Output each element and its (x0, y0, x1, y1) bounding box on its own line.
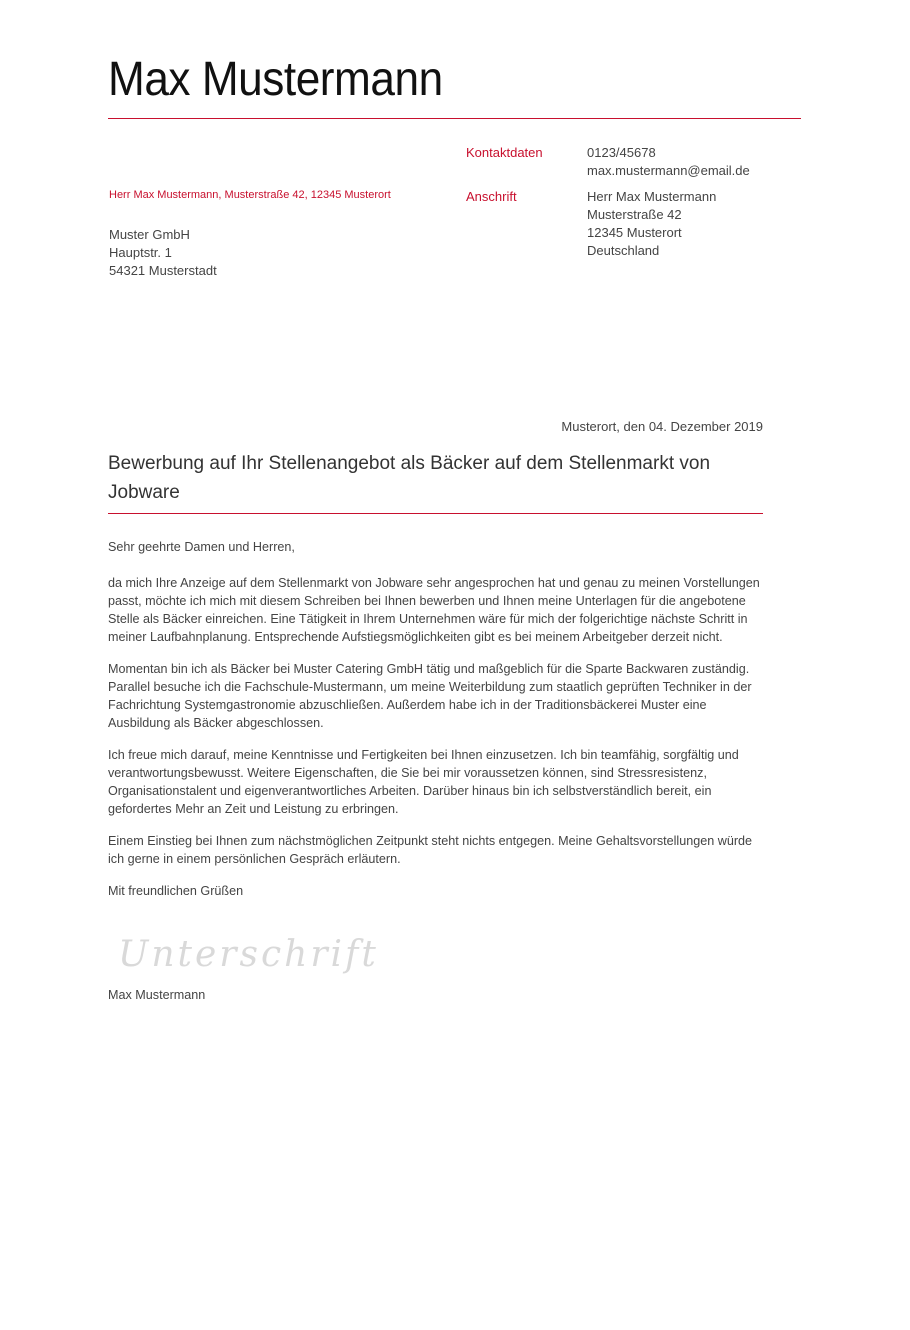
signature-placeholder: Unterschrift (118, 934, 379, 975)
contact-details (587, 144, 750, 180)
sender-address (587, 188, 716, 260)
letter-body (108, 538, 768, 914)
body-paragraph: Ich freue mich darauf, meine Kenntnisse und Fertigkeiten bei Ihnen einzusetzen. Ich bin teamfähig, sorgfältig und verantwortungsbewusst. Weitere Eigenschaften, die Sie bei mir voraussetzen können, sind Stressresistenz, Organisationstalent und eigenverantwortliches Arbeiten. Darüber hinaus bin ich selbstverständlich bereit, ein gefordertes Mehr an Zeit und Leistung zu erbringen. (108, 748, 739, 816)
address-label: Anschrift (466, 189, 517, 204)
subject-divider (108, 513, 763, 514)
body-paragraph: Momentan bin ich als Bäcker bei Muster Catering GmbH tätig und maßgeblich für die Sparte Backwaren zuständig. Parallel besuche ich die Fachschule-Mustermann, um meine Weiterbildung zum staatlich geprüften Techniker in der Fachrichtung Systemgastronomie abzuschließen. Außerdem habe ich in der Traditionsbäckerei Muster eine Ausbildung als Bäcker abgeschlossen. (108, 662, 752, 730)
body-paragraph: Einem Einstieg bei Ihnen zum nächstmöglichen Zeitpunkt steht nichts entgegen. Meine Gehaltsvorstellungen würde ich gerne in einem persönlichen Gespräch erläutern. (108, 834, 753, 866)
address-line: 12345 Musterort (587, 225, 682, 240)
phone-number: 0123/45678 (587, 145, 656, 160)
closing: Mit freundlichen Grüßen (108, 884, 244, 898)
address-line: Musterstraße 42 (587, 207, 682, 222)
salutation: Sehr geehrte Damen und Herren, (108, 540, 295, 554)
header-divider (108, 118, 801, 119)
address-line: Herr Max Mustermann (587, 189, 717, 204)
recipient-line: Muster GmbH (109, 227, 190, 242)
recipient-line: Hauptstr. 1 (109, 245, 172, 260)
recipient-address (109, 226, 217, 280)
email-address: max.mustermann@email.de (587, 163, 750, 178)
recipient-line: 54321 Musterstadt (109, 263, 217, 278)
sender-return-address: Herr Max Mustermann, Musterstraße 42, 12345 Musterort (109, 189, 391, 201)
applicant-name-heading: Max Mustermann (108, 53, 443, 106)
contact-label: Kontaktdaten (466, 145, 543, 160)
address-line: Deutschland (587, 243, 660, 258)
signer-name: Max Mustermann (108, 988, 206, 1002)
subject-line: Bewerbung auf Ihr Stellenangebot als Bäcker auf dem Stellenmarkt von Jobware (108, 453, 711, 503)
letter-date: Musterort, den 04. Dezember 2019 (561, 419, 763, 434)
body-paragraph: da mich Ihre Anzeige auf dem Stellenmarkt von Jobware sehr angesprochen hat und genau zu meinen Vorstellungen passt, möchte ich mich mit diesem Schreiben bei Ihnen bewerben und Ihnen meine Unterlagen für die angebotene Stelle als Bäcker einreichen. Eine Tätigkeit in Ihrem Unternehmen wäre für mich der folgerichtige nächste Schritt in meiner Laufbahnplanung. Entsprechende Aufstiegsmöglichkeiten gibt es bei meinem Arbeitgeber derzeit nicht. (108, 576, 760, 644)
